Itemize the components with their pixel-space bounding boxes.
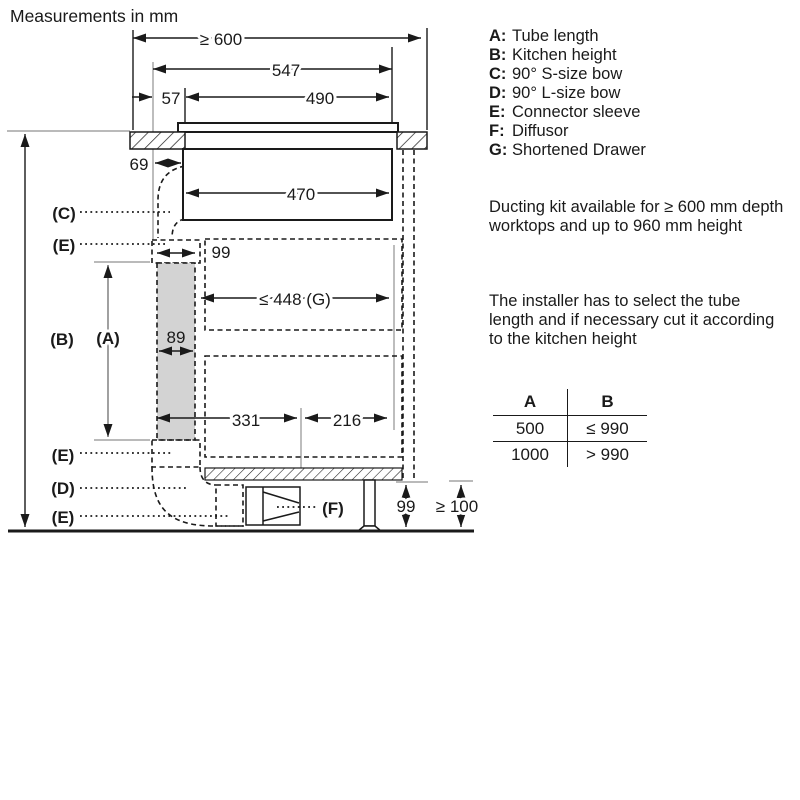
dim-470: 470 xyxy=(286,185,316,204)
drawer-outline-lower xyxy=(205,356,402,457)
drawer-outline-upper xyxy=(205,239,402,330)
legend-label: 90° S-size bow xyxy=(512,65,623,83)
table-row xyxy=(493,442,647,467)
legend-key: E: xyxy=(489,103,506,121)
table-header-a: A xyxy=(493,389,568,415)
label-sleeve-top: (E) xyxy=(52,236,76,255)
note-installer: The installer has to select the tube length and if necessary cut it according to the kitchen height xyxy=(489,292,775,348)
dim-drawer-depth: ≤ 448 (G) xyxy=(259,290,331,309)
legend-label: Kitchen height xyxy=(512,46,617,64)
dim-99-sleeve: 99 xyxy=(211,243,231,262)
label-l-bow: (D) xyxy=(51,479,75,498)
dim-57: 57 xyxy=(161,89,181,108)
legend-item-d xyxy=(489,84,646,103)
dim-69: 69 xyxy=(129,155,149,174)
dim-331: 331 xyxy=(231,411,261,430)
dim-worktop-depth: ≥ 600 xyxy=(199,30,243,49)
table-cell-a: 500 xyxy=(493,416,568,441)
plinth-foot xyxy=(358,480,381,531)
legend-key: B: xyxy=(489,46,507,64)
label-diffusor: (F) xyxy=(322,499,344,518)
legend-key: C: xyxy=(489,65,507,83)
diffusor xyxy=(246,487,300,525)
legend-key: F: xyxy=(489,122,505,140)
worktop-left xyxy=(130,132,185,149)
dim-490: 490 xyxy=(305,89,335,108)
dim-547: 547 xyxy=(271,61,301,80)
worktop-right xyxy=(397,132,427,149)
label-sleeve-bottom: (E) xyxy=(51,446,75,465)
legend-label: Shortened Drawer xyxy=(512,141,646,159)
legend-label: 90° L-size bow xyxy=(512,84,621,102)
installation-diagram xyxy=(0,0,480,545)
note-ducting-kit: Ducting kit available for ≥ 600 mm depth worktops and up to 960 mm height xyxy=(489,198,784,235)
label-s-bow: (C) xyxy=(52,204,76,223)
legend-item-g xyxy=(489,141,646,160)
label-sleeve-diffusor: (E) xyxy=(51,508,75,527)
legend-item-f xyxy=(489,122,646,141)
label-kitchen-height: (B) xyxy=(50,330,74,349)
legend-item-c xyxy=(489,65,646,84)
connector-sleeve-diffusor xyxy=(216,485,243,526)
legend-item-b xyxy=(489,46,646,65)
dim-floor-clearance: ≥ 100 xyxy=(435,497,479,516)
cabinet-shelf xyxy=(205,468,402,480)
legend-label: Diffusor xyxy=(512,122,569,140)
table-cell-b: > 990 xyxy=(585,444,629,464)
legend-label: Tube length xyxy=(512,27,599,45)
table-cell-a: 1000 xyxy=(493,442,568,467)
legend-key: G: xyxy=(489,141,508,159)
dim-99-plinth: 99 xyxy=(396,497,416,516)
legend-item-e xyxy=(489,103,646,122)
table-row xyxy=(493,416,647,442)
s-bow xyxy=(158,166,185,238)
legend-key: D: xyxy=(489,84,507,102)
label-tube-length: (A) xyxy=(96,329,120,348)
dim-216: 216 xyxy=(332,411,362,430)
legend-label: Connector sleeve xyxy=(512,103,641,121)
legend xyxy=(489,27,646,160)
table-header-b: B xyxy=(601,392,614,411)
rear-channel xyxy=(403,150,414,481)
legend-item-a xyxy=(489,27,646,46)
table-header-row xyxy=(493,389,647,416)
page-title: Measurements in mm xyxy=(10,6,179,26)
table-cell-b: ≤ 990 xyxy=(586,418,629,438)
tube-length-table xyxy=(493,389,647,467)
hob-top-plate xyxy=(178,123,398,132)
legend-key: A: xyxy=(489,27,507,45)
dim-89: 89 xyxy=(166,328,186,347)
